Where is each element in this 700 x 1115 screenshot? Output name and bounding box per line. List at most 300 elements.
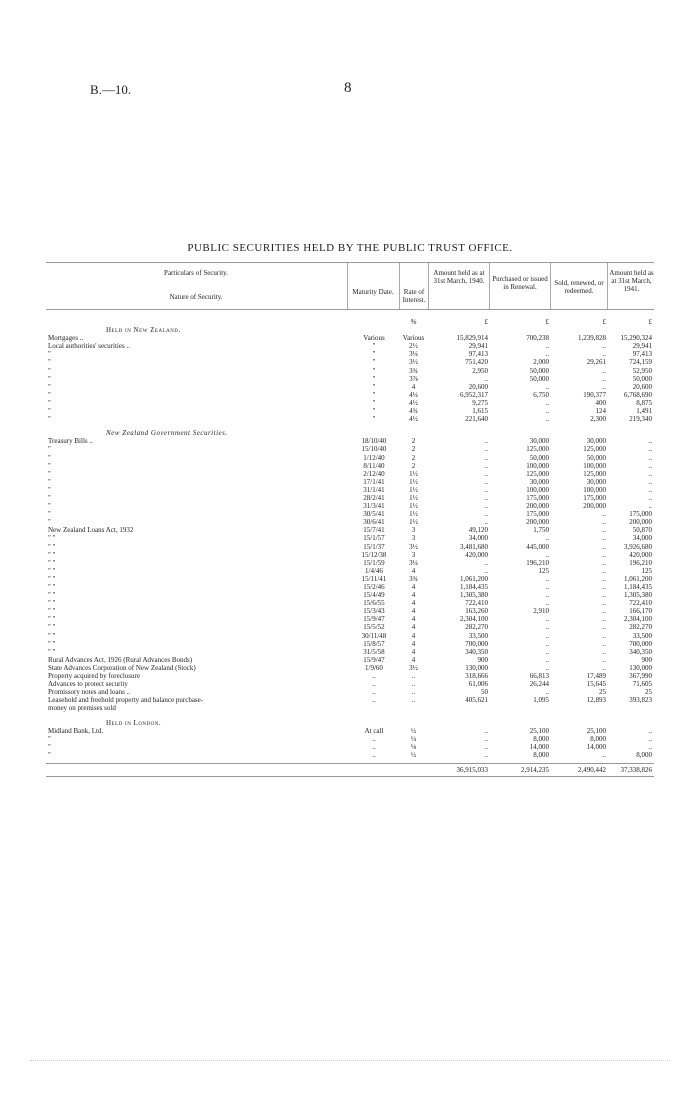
security-name: " xyxy=(48,510,51,519)
amount-held-1941: 3,926,680 xyxy=(624,542,652,551)
header-maturity: Maturity Date. xyxy=(352,288,394,296)
maturity-date: " xyxy=(372,374,376,383)
table-row xyxy=(46,445,654,453)
amount-purchased: .. xyxy=(545,382,549,391)
money-unit: £ xyxy=(602,318,606,326)
amount-sold: .. xyxy=(602,583,606,591)
table-row xyxy=(46,640,654,648)
amount-held-1940: .. xyxy=(484,493,488,502)
amount-held-1940: 9,275 xyxy=(472,398,488,407)
maturity-date: 31/5/58 xyxy=(363,647,385,656)
interest-rate: 2½ xyxy=(409,342,418,351)
maturity-date: .. xyxy=(372,750,376,759)
maturity-date: " xyxy=(372,366,376,375)
maturity-date: 15/11/41 xyxy=(361,574,387,583)
amount-purchased: 200,000 xyxy=(526,518,549,527)
table-row xyxy=(46,494,654,502)
section-heading xyxy=(46,719,654,727)
security-name: " " xyxy=(48,647,56,656)
interest-rate: ¼ xyxy=(410,734,417,743)
maturity-date: " xyxy=(372,407,376,416)
money-unit: £ xyxy=(648,318,652,326)
amount-held-1940: 3,481,680 xyxy=(460,542,488,551)
header-divider xyxy=(428,263,429,309)
amount-purchased: .. xyxy=(545,599,549,608)
amount-held-1941: 130,000 xyxy=(629,663,652,672)
amount-held-1940: 2,304,100 xyxy=(460,615,488,624)
table-row xyxy=(46,342,654,350)
amount-sold: .. xyxy=(602,366,606,375)
interest-rate: 4 xyxy=(411,655,416,664)
amount-purchased: 445,000 xyxy=(526,542,549,551)
interest-rate: 3 xyxy=(411,534,416,543)
amount-held-1940: .. xyxy=(484,734,488,743)
interest-rate: 1½ xyxy=(409,518,418,527)
section-heading xyxy=(46,326,654,334)
amount-held-1941: 8,000 xyxy=(636,750,652,759)
maturity-date: 1/9/60 xyxy=(365,663,383,672)
amount-held-1941: 125 xyxy=(641,566,652,575)
amount-sold: .. xyxy=(602,510,606,519)
interest-rate: 4 xyxy=(411,631,416,640)
maturity-date: Various xyxy=(363,334,385,343)
amount-held-1941: 8,875 xyxy=(636,398,652,407)
maturity-date: 1/4/46 xyxy=(365,566,383,575)
amount-purchased: .. xyxy=(545,574,549,583)
interest-rate: 3¼ xyxy=(409,558,418,567)
security-name: " " xyxy=(48,558,56,567)
interest-rate: 3 xyxy=(411,550,416,559)
amount-held-1941: 50,870 xyxy=(632,526,652,535)
amount-held-1940: 1,184,435 xyxy=(460,583,488,591)
interest-rate: 2 xyxy=(411,461,416,470)
amount-purchased: 175,000 xyxy=(526,510,549,519)
amount-held-1941: .. xyxy=(648,445,652,454)
amount-purchased: 125 xyxy=(538,566,549,575)
amount-purchased: 26,244 xyxy=(529,680,549,689)
amount-sold: 200,000 xyxy=(583,502,606,511)
amount-purchased: .. xyxy=(545,623,549,632)
amount-purchased: .. xyxy=(545,407,549,416)
amount-sold: .. xyxy=(602,623,606,632)
security-name: " xyxy=(48,415,51,424)
table-row xyxy=(46,358,654,366)
amount-held-1941: 1,305,380 xyxy=(624,591,652,600)
security-name: " xyxy=(48,390,51,399)
maturity-date: 2/12/40 xyxy=(363,469,385,478)
header-divider xyxy=(347,263,348,309)
amount-held-1941: 282,270 xyxy=(629,623,652,632)
table-body xyxy=(46,310,654,759)
security-name: " xyxy=(48,750,51,759)
table-row xyxy=(46,391,654,399)
security-name: Midland Bank, Ltd. xyxy=(48,726,104,735)
interest-rate: 2 xyxy=(411,445,416,454)
security-name: " " xyxy=(48,574,56,583)
amount-sold: .. xyxy=(602,574,606,583)
amount-sold: .. xyxy=(602,615,606,624)
table-header xyxy=(46,263,654,310)
amount-purchased: 200,000 xyxy=(526,502,549,511)
security-name: " xyxy=(48,461,51,470)
header-divider xyxy=(607,263,608,309)
amount-purchased: 175,000 xyxy=(526,493,549,502)
header-held-1941: Amount held as at 31st March, 1941. xyxy=(609,269,654,293)
maturity-date: .. xyxy=(372,680,376,689)
table-row xyxy=(46,743,654,751)
table-row xyxy=(46,583,654,591)
maturity-date: " xyxy=(372,342,376,351)
amount-purchased: .. xyxy=(545,342,549,351)
amount-held-1941: 97,413 xyxy=(632,350,652,359)
maturity-date: 15/6/55 xyxy=(363,599,385,608)
header-held-1940: Amount held as at 31st March, 1940. xyxy=(433,269,485,285)
maturity-date: 15/9/47 xyxy=(363,655,385,664)
maturity-date: 15/1/57 xyxy=(363,534,385,543)
security-name: " xyxy=(48,407,51,416)
amount-purchased: 2,000 xyxy=(533,358,549,367)
maturity-date: 15/7/41 xyxy=(363,526,385,535)
amount-held-1940: 282,270 xyxy=(465,623,488,632)
amount-purchased: .. xyxy=(545,655,549,664)
table-row xyxy=(46,350,654,358)
amount-held-1941: 52,950 xyxy=(632,366,652,375)
table-row xyxy=(46,407,654,415)
interest-rate: 3½ xyxy=(409,663,418,672)
table-row xyxy=(46,615,654,623)
security-name: Treasury Bills .. xyxy=(48,437,93,446)
amount-held-1940: .. xyxy=(484,742,488,751)
maturity-date: " xyxy=(372,415,376,424)
header-nature: Nature of Security. xyxy=(169,293,223,301)
amount-held-1941: .. xyxy=(648,485,652,494)
securities-table xyxy=(46,262,654,777)
table-row xyxy=(46,623,654,631)
maturity-date: 15/12/38 xyxy=(361,550,387,559)
table-row xyxy=(46,672,654,680)
amount-sold: .. xyxy=(602,526,606,535)
amount-held-1941: 71,605 xyxy=(632,680,652,689)
amount-held-1941: 700,000 xyxy=(629,639,652,648)
table-row xyxy=(46,559,654,567)
amount-sold: 124 xyxy=(595,407,606,416)
security-name: money on premises sold xyxy=(48,704,116,713)
total-held-1941: 37,338,826 xyxy=(620,765,652,774)
amount-purchased: .. xyxy=(545,350,549,359)
security-name: " xyxy=(48,742,51,751)
maturity-date: .. xyxy=(372,734,376,743)
interest-rate: 2 xyxy=(411,453,416,462)
section-heading-text: Held in New Zealand. xyxy=(106,326,181,335)
page-edge-rule xyxy=(30,1060,670,1061)
document-reference: B.—10. xyxy=(90,82,132,97)
maturity-date: 18/10/40 xyxy=(361,437,387,446)
amount-purchased: 14,000 xyxy=(529,742,549,751)
maturity-date: 15/2/46 xyxy=(363,583,385,591)
table-row xyxy=(46,680,654,688)
security-name: Rural Advances Act, 1926 (Rural Advances Bonds) xyxy=(48,655,193,664)
security-name: State Advances Corporation of New Zealand (Stock) xyxy=(48,663,196,672)
security-name: " xyxy=(48,382,51,391)
maturity-date: 1/12/40 xyxy=(363,453,385,462)
amount-held-1940: 1,061,200 xyxy=(460,574,488,583)
interest-rate: 1½ xyxy=(409,485,418,494)
table-row xyxy=(46,591,654,599)
amount-purchased: .. xyxy=(545,583,549,591)
amount-sold: .. xyxy=(602,647,606,656)
maturity-date: 15/1/59 xyxy=(363,558,385,567)
interest-rate: 1½ xyxy=(409,493,418,502)
interest-rate: 3¾ xyxy=(409,366,418,375)
interest-rate: .. xyxy=(411,680,416,689)
amount-purchased: 66,813 xyxy=(529,672,549,681)
amount-held-1940: 318,666 xyxy=(465,672,488,681)
amount-held-1941: 724,159 xyxy=(629,358,652,367)
amount-purchased: 196,210 xyxy=(526,558,549,567)
total-purchased: 2,914,235 xyxy=(521,765,549,774)
totals-row xyxy=(46,763,654,777)
table-row xyxy=(46,664,654,672)
security-name: " xyxy=(48,374,51,383)
amount-held-1940: 97,413 xyxy=(468,350,488,359)
table-row xyxy=(46,735,654,743)
table-row xyxy=(46,599,654,607)
interest-rate: 3¾ xyxy=(409,574,418,583)
amount-sold: .. xyxy=(602,534,606,543)
section-heading-text: New Zealand Government Securities. xyxy=(106,429,228,438)
header-purchased: Purchased or issued in Renewal. xyxy=(492,275,548,291)
interest-rate: 4 xyxy=(411,591,416,600)
interest-rate: 1½ xyxy=(409,477,418,486)
amount-purchased: 50,000 xyxy=(529,453,549,462)
table-row xyxy=(46,567,654,575)
interest-rate: ⅛ xyxy=(410,742,417,751)
interest-rate: .. xyxy=(411,672,416,681)
amount-held-1941: 420,000 xyxy=(629,550,652,559)
maturity-date: 31/1/41 xyxy=(363,485,385,494)
table-row xyxy=(46,502,654,510)
table-row xyxy=(46,510,654,518)
amount-held-1940: 33,500 xyxy=(468,631,488,640)
amount-held-1941: .. xyxy=(648,726,652,735)
amount-held-1941: 25 xyxy=(645,688,652,697)
amount-held-1941: 175,000 xyxy=(629,510,652,519)
maturity-date: 28/2/41 xyxy=(363,493,385,502)
amount-sold: .. xyxy=(602,374,606,383)
amount-held-1941: 2,304,100 xyxy=(624,615,652,624)
header-particulars: Particulars of Security. xyxy=(164,269,228,277)
amount-sold: .. xyxy=(602,663,606,672)
security-name: Mortgages .. xyxy=(48,334,84,343)
interest-rate: 3½ xyxy=(409,542,418,551)
amount-sold: .. xyxy=(602,591,606,600)
amount-held-1941: 900 xyxy=(641,655,652,664)
header-divider xyxy=(489,263,490,309)
amount-sold: 12,893 xyxy=(586,696,606,705)
amount-held-1941: 367,990 xyxy=(629,672,652,681)
table-row xyxy=(46,526,654,534)
amount-held-1941: .. xyxy=(648,469,652,478)
maturity-date: .. xyxy=(372,672,376,681)
amount-held-1941: 722,410 xyxy=(629,599,652,608)
maturity-date: 15/4/49 xyxy=(363,591,385,600)
interest-rate: 4 xyxy=(411,607,416,616)
security-name: Promissory notes and loans .. xyxy=(48,688,131,697)
amount-purchased: 700,238 xyxy=(526,334,549,343)
money-unit: £ xyxy=(484,318,488,326)
amount-sold: 14,000 xyxy=(586,742,606,751)
header-rate: Rate of Interest. xyxy=(402,288,426,304)
amount-sold: .. xyxy=(602,518,606,527)
amount-sold: 8,000 xyxy=(590,734,606,743)
security-name: Property acquired by foreclosure xyxy=(48,672,140,681)
amount-held-1941: 29,941 xyxy=(632,342,652,351)
maturity-date: .. xyxy=(372,696,376,705)
maturity-date: 17/1/41 xyxy=(363,477,385,486)
table-row xyxy=(46,462,654,470)
security-name: " xyxy=(48,734,51,743)
security-name: " xyxy=(48,469,51,478)
amount-held-1940: 900 xyxy=(477,655,488,664)
total-held-1940: 36,915,033 xyxy=(456,765,488,774)
amount-held-1941: 340,350 xyxy=(629,647,652,656)
amount-held-1940: 15,829,914 xyxy=(456,334,488,343)
amount-held-1940: 1,305,380 xyxy=(460,591,488,600)
interest-rate: 4¾ xyxy=(409,407,418,416)
section-heading xyxy=(46,429,654,437)
interest-rate: ½ xyxy=(410,750,417,759)
amount-held-1940: .. xyxy=(484,566,488,575)
amount-sold: .. xyxy=(602,750,606,759)
amount-sold: .. xyxy=(602,639,606,648)
amount-held-1940: 49,120 xyxy=(468,526,488,535)
amount-held-1940: 722,410 xyxy=(465,599,488,608)
table-row xyxy=(46,543,654,551)
amount-purchased: 30,000 xyxy=(529,437,549,446)
interest-rate: 4 xyxy=(411,382,416,391)
amount-held-1940: .. xyxy=(484,461,488,470)
maturity-date: 15/10/40 xyxy=(361,445,387,454)
table-row xyxy=(46,688,654,696)
security-name: " " xyxy=(48,542,56,551)
maturity-date: .. xyxy=(372,688,376,697)
amount-held-1940: .. xyxy=(484,477,488,486)
maturity-date: " xyxy=(372,358,376,367)
security-name: " " xyxy=(48,615,56,624)
amount-held-1941: 200,000 xyxy=(629,518,652,527)
interest-rate: 4 xyxy=(411,583,416,591)
amount-purchased: 8,000 xyxy=(533,750,549,759)
maturity-date: 15/9/47 xyxy=(363,615,385,624)
interest-rate: .. xyxy=(411,696,416,705)
interest-rate: 3½ xyxy=(409,358,418,367)
interest-rate: 4 xyxy=(411,623,416,632)
amount-held-1940: .. xyxy=(484,485,488,494)
amount-purchased: 100,000 xyxy=(526,461,549,470)
amount-held-1940: 34,000 xyxy=(468,534,488,543)
amount-sold: 2,300 xyxy=(590,415,606,424)
security-name: " xyxy=(48,453,51,462)
amount-held-1941: .. xyxy=(648,493,652,502)
maturity-date: 15/1/37 xyxy=(363,542,385,551)
interest-rate: 4½ xyxy=(409,398,418,407)
amount-purchased: .. xyxy=(545,550,549,559)
amount-purchased: 1,750 xyxy=(533,526,549,535)
security-name: Local authorities' securities .. xyxy=(48,342,130,351)
amount-held-1940: .. xyxy=(484,518,488,527)
table-row xyxy=(46,648,654,656)
amount-held-1941: .. xyxy=(648,437,652,446)
security-name: " " xyxy=(48,623,56,632)
amount-held-1941: 166,170 xyxy=(629,607,652,616)
amount-sold: 30,000 xyxy=(586,477,606,486)
header-divider xyxy=(550,263,551,309)
amount-purchased: 25,100 xyxy=(529,726,549,735)
amount-held-1941: .. xyxy=(648,477,652,486)
table-row xyxy=(46,656,654,664)
units-row xyxy=(46,318,654,326)
interest-rate: .. xyxy=(411,688,416,697)
amount-held-1940: 405,621 xyxy=(465,696,488,705)
table-row xyxy=(46,367,654,375)
amount-sold: 15,645 xyxy=(586,680,606,689)
interest-rate: 3 xyxy=(411,526,416,535)
amount-purchased: 100,000 xyxy=(526,485,549,494)
amount-sold: 25 xyxy=(599,688,606,697)
table-row xyxy=(46,727,654,735)
amount-purchased: 50,000 xyxy=(529,366,549,375)
amount-sold: 25,100 xyxy=(586,726,606,735)
amount-held-1940: 1,615 xyxy=(472,407,488,416)
amount-purchased: 50,000 xyxy=(529,374,549,383)
table-row xyxy=(46,551,654,559)
maturity-date: " xyxy=(372,390,376,399)
amount-purchased: 1,095 xyxy=(533,696,549,705)
table-row xyxy=(46,704,654,712)
maturity-date: 31/3/41 xyxy=(363,502,385,511)
amount-sold: .. xyxy=(602,599,606,608)
amount-held-1940: 221,640 xyxy=(465,415,488,424)
amount-sold: 29,261 xyxy=(586,358,606,367)
maturity-date: " xyxy=(372,398,376,407)
amount-sold: 175,000 xyxy=(583,493,606,502)
security-name: " xyxy=(48,398,51,407)
security-name: " xyxy=(48,445,51,454)
table-row xyxy=(46,470,654,478)
amount-held-1941: 393,823 xyxy=(629,696,652,705)
rate-unit: % xyxy=(410,318,417,326)
amount-sold: 1,239,828 xyxy=(578,334,606,343)
amount-purchased: .. xyxy=(545,688,549,697)
amount-purchased: 8,000 xyxy=(533,734,549,743)
document-title: PUBLIC SECURITIES HELD BY THE PUBLIC TRUST OFFICE. xyxy=(187,242,513,254)
amount-held-1940: .. xyxy=(484,558,488,567)
interest-rate: 1½ xyxy=(409,510,418,519)
amount-sold: .. xyxy=(602,342,606,351)
amount-held-1940: .. xyxy=(484,502,488,511)
maturity-date: 8/11/40 xyxy=(363,461,385,470)
amount-purchased: 2,910 xyxy=(533,607,549,616)
security-name: " xyxy=(48,518,51,527)
interest-rate: 1½ xyxy=(409,469,418,478)
interest-rate: 4½ xyxy=(409,415,418,424)
security-name: " " xyxy=(48,550,56,559)
total-sold: 2,490,442 xyxy=(578,765,606,774)
amount-held-1940: .. xyxy=(484,374,488,383)
amount-held-1940: 163,260 xyxy=(465,607,488,616)
maturity-date: 15/3/43 xyxy=(363,607,385,616)
amount-purchased: .. xyxy=(545,663,549,672)
